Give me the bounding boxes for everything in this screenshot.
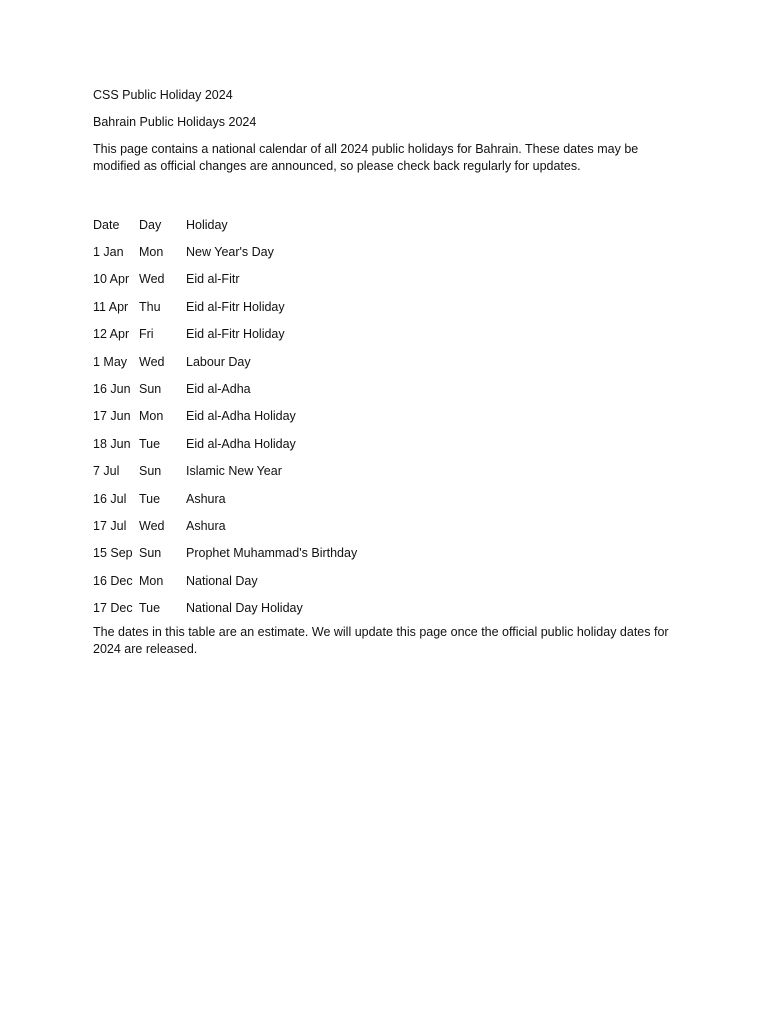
table-row	[93, 458, 486, 485]
cell-date: 16 Jul	[93, 491, 127, 506]
cell-date: 16 Dec	[93, 573, 133, 588]
cell-day: Tue	[139, 601, 161, 616]
cell-holiday: Prophet Muhammad's Birthday	[186, 546, 358, 561]
cell-date: 18 Jun	[93, 436, 131, 451]
cell-day: Sun	[139, 546, 162, 561]
intro-paragraph: This page contains a national calendar of all 2024 public holidays for Bahrain. These dates may be modified as official changes are announced, so please check back regularly for updates.	[93, 142, 639, 173]
table-row	[93, 594, 486, 621]
holiday-table-body	[93, 211, 486, 622]
table-row	[93, 485, 486, 512]
cell-date: 15 Sep	[93, 546, 133, 561]
cell-day: Thu	[139, 299, 161, 314]
cell-date: 17 Dec	[93, 601, 133, 616]
cell-day: Wed	[139, 272, 165, 287]
cell-holiday: Ashura	[186, 518, 226, 533]
table-row	[93, 348, 486, 375]
cell-date: 10 Apr	[93, 272, 130, 287]
cell-date: 7 Jul	[93, 464, 120, 479]
cell-day: Tue	[139, 491, 161, 506]
cell-date: 17 Jun	[93, 409, 131, 424]
holiday-table	[93, 211, 486, 622]
cell-holiday: Labour Day	[186, 354, 251, 369]
cell-holiday: Islamic New Year	[186, 464, 282, 479]
footer-note: The dates in this table are an estimate. We will update this page once the official public holiday dates for 2024 are released.	[93, 624, 669, 656]
cell-day: Wed	[139, 518, 165, 533]
cell-date: 1 May	[93, 354, 128, 369]
table-header-row	[93, 211, 486, 238]
cell-date: 11 Apr	[93, 299, 129, 314]
cell-date: 17 Jul	[93, 518, 127, 533]
cell-holiday: Eid al-Adha	[186, 382, 251, 397]
cell-holiday: Ashura	[186, 491, 226, 506]
cell-holiday: National Day	[186, 573, 258, 588]
cell-day: Mon	[139, 573, 164, 588]
column-header-holiday: Holiday	[186, 217, 228, 232]
table-row	[93, 321, 486, 348]
cell-day: Wed	[139, 354, 165, 369]
column-header-day: Day	[139, 217, 162, 232]
column-header-date: Date	[93, 217, 120, 232]
cell-date: 16 Jun	[93, 382, 131, 397]
cell-holiday: National Day Holiday	[186, 601, 303, 616]
document-title: CSS Public Holiday 2024	[93, 88, 233, 102]
table-row	[93, 567, 486, 594]
table-row	[93, 238, 486, 265]
cell-holiday: Eid al-Adha Holiday	[186, 409, 296, 424]
cell-holiday: Eid al-Fitr Holiday	[186, 327, 285, 342]
cell-day: Sun	[139, 464, 162, 479]
table-row	[93, 430, 486, 457]
table-row	[93, 375, 486, 402]
cell-date: 12 Apr	[93, 327, 130, 342]
cell-holiday: New Year's Day	[186, 245, 274, 260]
cell-day: Mon	[139, 409, 164, 424]
cell-day: Tue	[139, 436, 161, 451]
cell-holiday: Eid al-Adha Holiday	[186, 436, 296, 451]
document-page	[93, 87, 673, 658]
table-row	[93, 540, 486, 567]
cell-day: Sun	[139, 382, 162, 397]
table-row	[93, 512, 486, 539]
cell-holiday: Eid al-Fitr Holiday	[186, 299, 285, 314]
cell-day: Fri	[139, 327, 154, 342]
table-row	[93, 293, 486, 320]
cell-date: 1 Jan	[93, 245, 124, 260]
table-row	[93, 403, 486, 430]
cell-day: Mon	[139, 245, 164, 260]
cell-holiday: Eid al-Fitr	[186, 272, 240, 287]
table-row	[93, 266, 486, 293]
document-subtitle: Bahrain Public Holidays 2024	[93, 115, 257, 129]
